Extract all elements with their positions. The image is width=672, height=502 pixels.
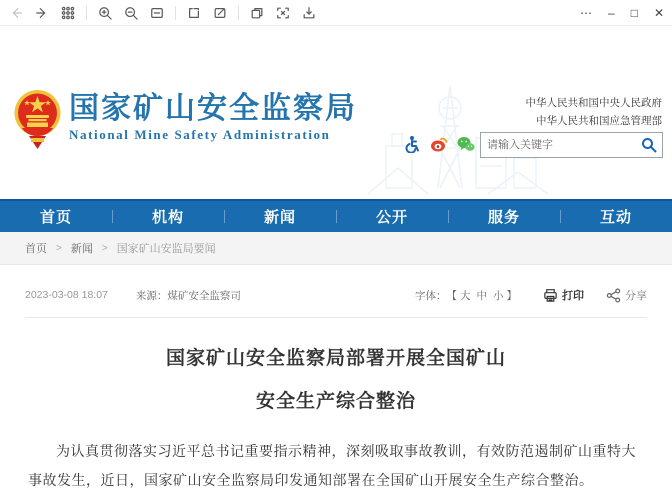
font-bracket-close: 】 xyxy=(506,289,517,302)
brand-text xyxy=(69,93,357,144)
font-size-large[interactable]: 大 xyxy=(460,289,471,302)
gov-link-emergency-ministry[interactable]: 中华人民共和国应急管理部 xyxy=(536,115,662,128)
search-button[interactable] xyxy=(636,133,662,157)
reader-card-icon[interactable] xyxy=(149,5,165,21)
gov-links xyxy=(526,94,663,131)
source-label: 来源： xyxy=(135,289,168,302)
article-title-line2: 安全生产综合整治 xyxy=(255,390,416,412)
download-icon[interactable] xyxy=(301,5,317,21)
toolbar-divider xyxy=(86,6,87,20)
site-title-cn: 国家矿山安全监察局 xyxy=(69,91,357,125)
toolbar-divider xyxy=(175,6,176,20)
share-label: 分享 xyxy=(625,290,647,302)
breadcrumb-home[interactable]: 首页 xyxy=(25,243,47,255)
edit-icon[interactable] xyxy=(212,5,228,21)
print-button[interactable] xyxy=(543,287,584,303)
search-box xyxy=(480,132,663,158)
weibo-icon[interactable] xyxy=(430,135,448,153)
zoom-in-icon[interactable] xyxy=(97,5,113,21)
zoom-out-icon[interactable] xyxy=(123,5,139,21)
font-label: 字体： xyxy=(415,289,447,302)
font-size-control xyxy=(415,288,517,303)
viewer-toolbar xyxy=(0,0,672,26)
nav-item-services[interactable]: 服务 xyxy=(448,201,560,232)
breadcrumb-separator: > xyxy=(101,242,108,254)
forward-icon[interactable] xyxy=(34,5,50,21)
article-date: 2023-03-08 18:07 xyxy=(25,289,108,301)
article-source xyxy=(136,288,241,303)
article-meta xyxy=(0,287,672,303)
share-icon xyxy=(606,288,621,303)
font-bracket-open: 【 xyxy=(446,289,457,302)
toolbar-left-group xyxy=(8,5,317,21)
gov-link-central-government[interactable]: 中华人民共和国中央人民政府 xyxy=(525,97,662,109)
font-size-medium[interactable]: 中 xyxy=(476,289,487,302)
copy-window-icon[interactable] xyxy=(249,5,265,21)
article-title-line1: 国家矿山安全监察局部署开展全国矿山 xyxy=(165,348,506,369)
capture-region-icon[interactable] xyxy=(275,5,291,21)
font-size-small[interactable]: 小 xyxy=(493,289,504,302)
site-title-en: National Mine Safety Administration xyxy=(69,127,331,143)
article-body: 为认真贯彻落实习近平总书记重要指示精神，深刻吸取事故教训，有效防范遏制矿山重特大事故发生，近日，国家矿山安全监察局印发通知部署在全国矿山开展安全生产综合整治。 xyxy=(28,444,636,489)
maximize-icon[interactable]: □ xyxy=(630,5,638,20)
nav-item-news[interactable]: 新闻 xyxy=(224,201,336,232)
share-button[interactable] xyxy=(606,287,647,303)
site-header xyxy=(0,62,672,199)
breadcrumb-news[interactable]: 新闻 xyxy=(70,243,93,255)
nav-item-interact[interactable]: 互动 xyxy=(560,201,672,232)
breadcrumb-current: 国家矿山安监局要闻 xyxy=(116,243,216,255)
apps-grid-icon[interactable] xyxy=(60,5,76,21)
close-icon[interactable]: ✕ xyxy=(653,5,664,20)
screenshot-icon[interactable] xyxy=(186,5,202,21)
nav-item-openness[interactable]: 公开 xyxy=(336,201,448,232)
window-controls xyxy=(580,7,664,19)
toolbar-divider xyxy=(238,6,239,20)
minimize-icon[interactable]: – xyxy=(608,5,615,20)
meta-divider xyxy=(25,317,647,318)
back-icon[interactable] xyxy=(8,5,24,21)
print-label: 打印 xyxy=(562,290,584,302)
wechat-icon[interactable] xyxy=(457,135,475,153)
source-value: 煤矿安全监察司 xyxy=(167,289,241,302)
breadcrumb-separator: > xyxy=(56,242,62,254)
main-nav xyxy=(0,199,672,232)
article-title xyxy=(0,338,672,424)
search-input[interactable] xyxy=(481,139,636,151)
more-icon[interactable]: ⋯ xyxy=(580,5,592,20)
nav-item-agency[interactable]: 机构 xyxy=(112,201,224,232)
breadcrumb xyxy=(0,232,672,265)
accessibility-icon[interactable] xyxy=(403,135,421,153)
nav-item-home[interactable]: 首页 xyxy=(39,209,72,226)
printer-icon xyxy=(543,288,558,303)
header-quick-icons xyxy=(403,135,475,153)
top-spacer xyxy=(0,26,672,62)
site-brand[interactable] xyxy=(14,86,357,150)
national-emblem-logo xyxy=(14,86,61,150)
